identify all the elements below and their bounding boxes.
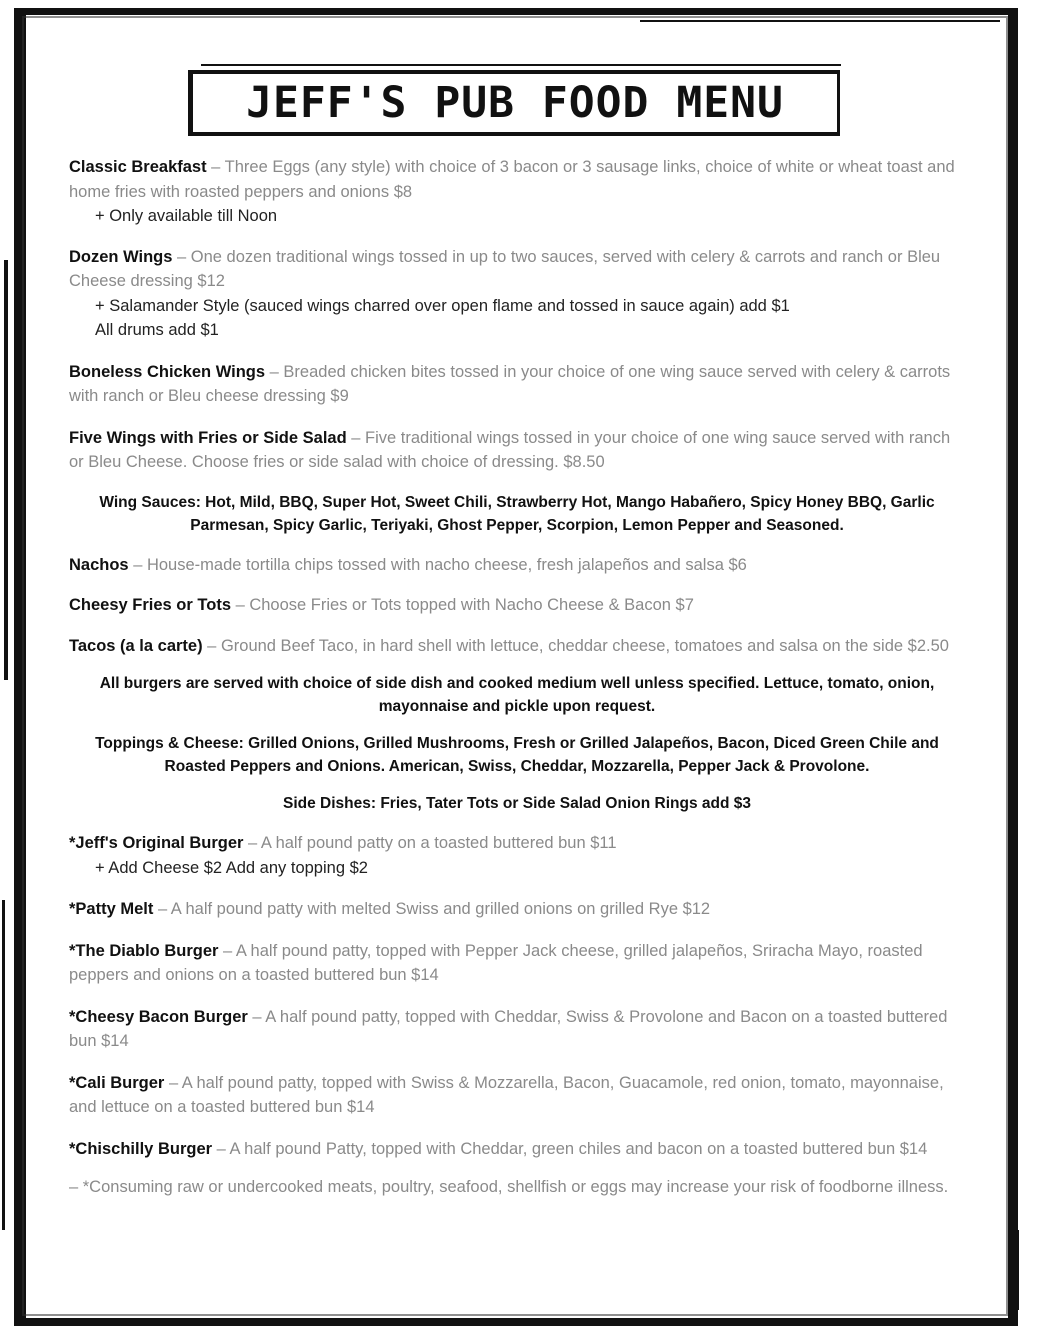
item-name: *Chischilly Burger [69, 1139, 213, 1158]
border-stroke [1016, 1230, 1019, 1310]
item-name: Dozen Wings [69, 247, 173, 266]
border-stroke [2, 900, 5, 1230]
title-box [188, 70, 840, 136]
item-name: *Cali Burger [69, 1073, 165, 1092]
item-note: + Add Cheese $2 Add any topping $2 [95, 858, 368, 877]
item-name: Tacos (a la carte) [69, 636, 203, 655]
item-name: *Cheesy Bacon Burger [69, 1007, 248, 1026]
item-name: Five Wings with Fries or Side Salad [69, 428, 347, 447]
wing-sauces-list: Wing Sauces: Hot, Mild, BBQ, Super Hot, Sweet Chili, Strawberry Hot, Mango Habañero, Spicy Honey BBQ, Garlic Parmesan, Spicy Garlic, Teriyaki, Ghost Pepper, Scorpion, Lemon Pepper and Seasoned. [99, 493, 935, 534]
item-description: – A half pound patty, topped with Cheddar, Swiss & Provolone and Bacon on a toasted buttered bun $14 [69, 1007, 948, 1050]
item-description: – A half pound patty on a toasted buttered bun $11 [243, 834, 617, 852]
menu-item-five-wings [69, 426, 965, 475]
menu-item-cheesy-fries [69, 593, 965, 618]
page-title: JEFF'S PUB FOOD MENU [246, 78, 784, 128]
menu-content [69, 155, 965, 1200]
item-name: *Jeff's Original Burger [69, 834, 244, 852]
item-description: – Three Eggs (any style) with choice of 3 bacon or 3 sausage links, choice of white or wheat toast and home fries with roasted peppers and onions $8 [69, 158, 955, 201]
menu-item-original-burger [69, 831, 965, 880]
item-description: – Breaded chicken bites tossed in your choice of one wing sauce served with celery & carrots with ranch or Bleu cheese dressing $9 [69, 362, 951, 405]
menu-item-nachos [69, 553, 965, 578]
menu-item-dozen-wings [69, 245, 965, 343]
title-accent-line [201, 64, 841, 66]
menu-item-tacos [69, 634, 965, 659]
menu-item-patty-melt [69, 897, 965, 922]
menu-item-chischilly-burger [69, 1137, 965, 1162]
toppings-list: Toppings & Cheese: Grilled Onions, Grilled Mushrooms, Fresh or Grilled Jalapeños, Bacon, Diced Green Chile and Roasted Peppers and Onions. American, Swiss, Cheddar, Mozzarella, Pepper Jack & Provolone. [95, 735, 939, 775]
item-description: – Choose Fries or Tots topped with Nacho Cheese & Bacon $7 [231, 596, 694, 614]
item-note: + Salamander Style (sauced wings charred over open flame and tossed in sauce again) add $1 [95, 296, 790, 315]
item-note: + Only available till Noon [95, 207, 278, 225]
item-description: – A half pound patty with melted Swiss and grilled onions on grilled Rye $12 [153, 900, 711, 918]
menu-item-boneless-wings [69, 360, 965, 409]
menu-item-cheesy-bacon-burger [69, 1005, 965, 1054]
item-note: All drums add $1 [95, 321, 219, 339]
border-stroke [4, 260, 8, 680]
item-name: Classic Breakfast [69, 158, 207, 176]
menu-item-cali-burger [69, 1071, 965, 1120]
item-description: – One dozen traditional wings tossed in up to two sauces, served with celery & carrots and ranch or Bleu Cheese dressing $12 [69, 247, 941, 290]
item-description: – Five traditional wings tossed in your choice of one wing sauce served with ranch or Bleu Cheese. Choose fries or side salad with choice of dressing. $8.50 [69, 428, 951, 471]
item-name: *The Diablo Burger [69, 941, 219, 960]
item-description: – A half pound patty, topped with Pepper Jack cheese, grilled jalapeños, Sriracha Mayo, roasted peppers and onions on a toasted buttered bun $14 [69, 941, 923, 984]
item-description: – A half pound patty, topped with Swiss & Mozzarella, Bacon, Guacamole, red onion, tomato, mayonnaise, and lettuce on a toasted buttered bun $14 [69, 1073, 944, 1116]
menu-item-classic-breakfast [69, 155, 965, 229]
item-description: – House-made tortilla chips tossed with nacho cheese, fresh jalapeños and salsa $6 [128, 555, 747, 574]
item-name: Nachos [69, 555, 129, 574]
item-name: *Patty Melt [69, 900, 154, 918]
menu-item-diablo-burger [69, 939, 965, 988]
border-stroke [640, 20, 1000, 22]
item-description: – Ground Beef Taco, in hard shell with lettuce, cheddar cheese, tomatoes and salsa on the side $2.50 [202, 636, 949, 655]
side-dishes-list: Side Dishes: Fries, Tater Tots or Side Salad Onion Rings add $3 [283, 795, 751, 812]
health-disclaimer: – *Consuming raw or undercooked meats, poultry, seafood, shellfish or eggs may increase your risk of foodborne illness. [69, 1178, 949, 1196]
item-name: Boneless Chicken Wings [69, 362, 266, 381]
burgers-note: All burgers are served with choice of side dish and cooked medium well unless specified. Lettuce, tomato, onion, mayonnaise and pickle upon request. [99, 675, 935, 715]
item-description: – A half pound Patty, topped with Cheddar, green chiles and bacon on a toasted buttered bun $14 [212, 1139, 928, 1158]
item-name: Cheesy Fries or Tots [69, 596, 231, 614]
